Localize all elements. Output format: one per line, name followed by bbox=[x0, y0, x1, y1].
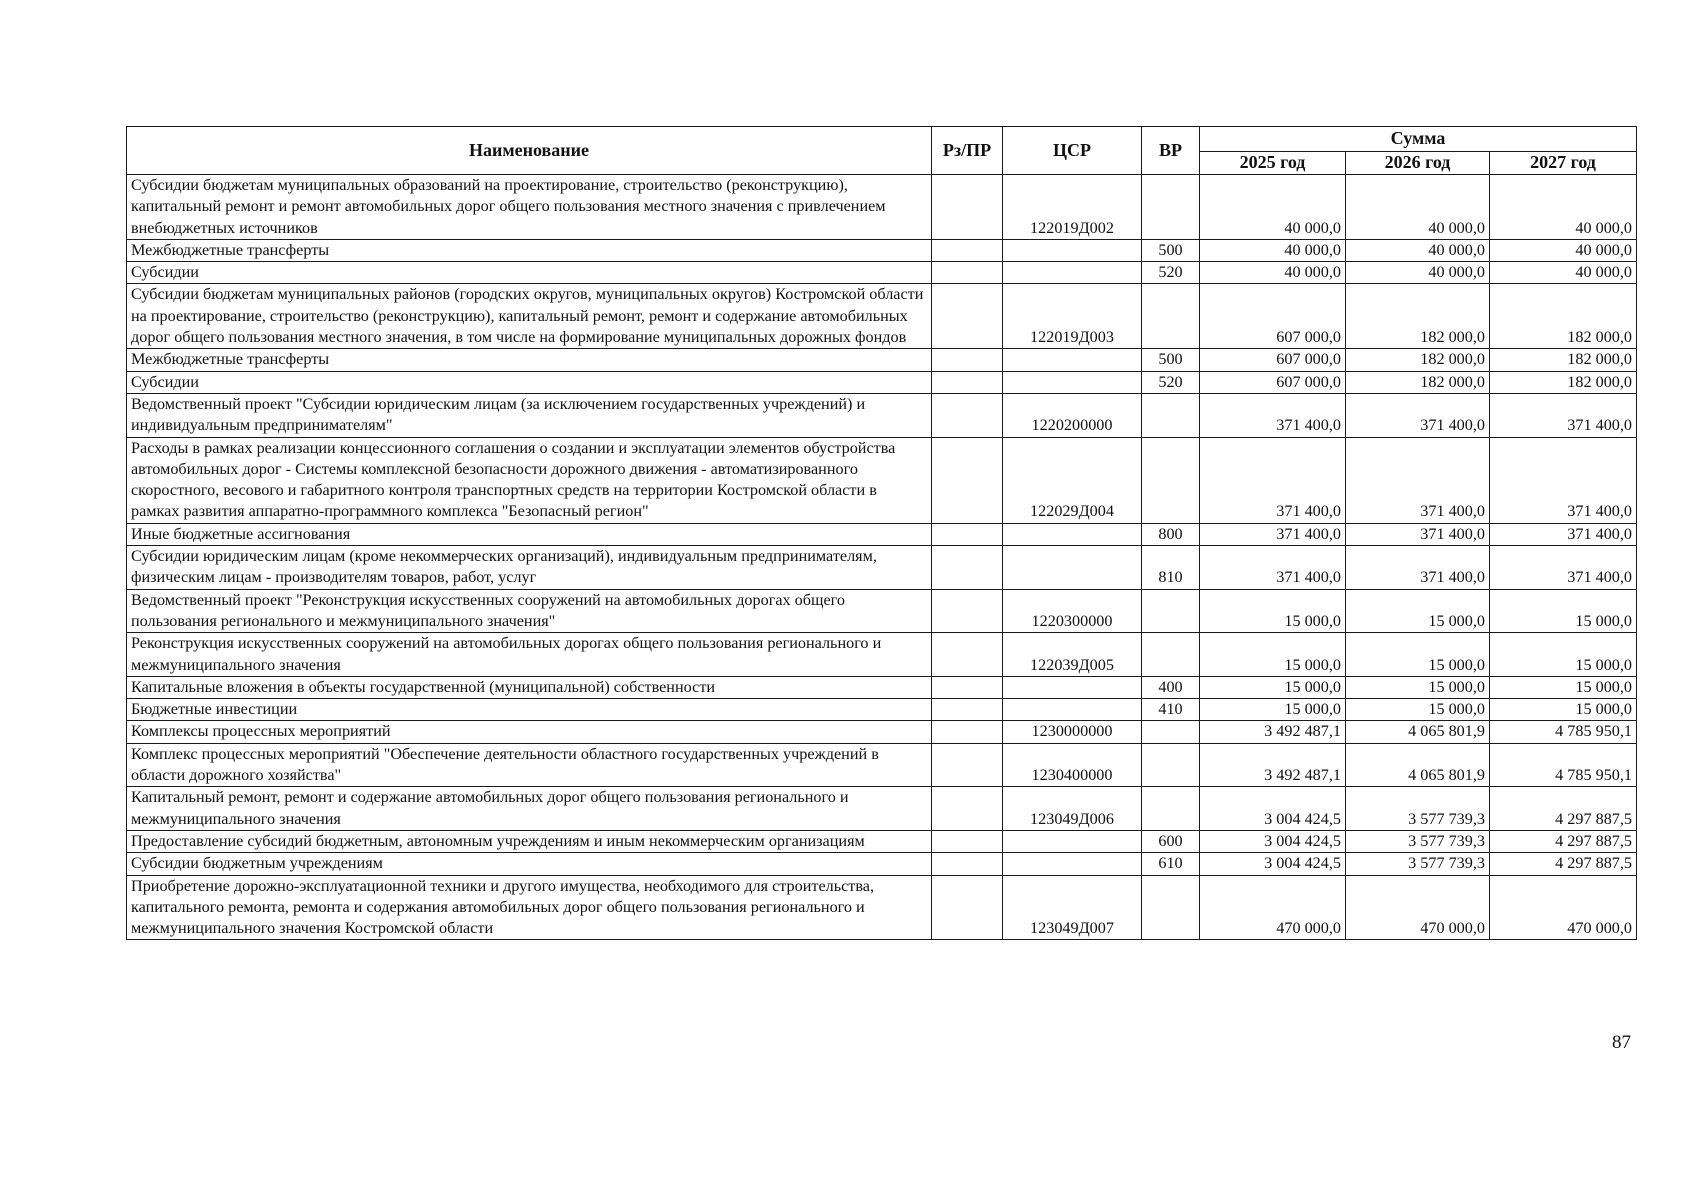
cell-vr: 810 bbox=[1142, 546, 1200, 590]
cell-2025: 40 000,0 bbox=[1200, 239, 1346, 261]
cell-rzpr bbox=[932, 393, 1003, 437]
table-row bbox=[127, 393, 1637, 437]
cell-2026: 182 000,0 bbox=[1346, 371, 1490, 393]
cell-csr bbox=[1003, 349, 1142, 371]
header-2025: 2025 год bbox=[1200, 152, 1346, 175]
cell-name: Комплекс процессных мероприятий "Обеспечение деятельности областного государственных учреждений в области дорожного хозяйства" bbox=[127, 743, 932, 787]
cell-2025: 371 400,0 bbox=[1200, 546, 1346, 590]
cell-2026: 182 000,0 bbox=[1346, 284, 1490, 349]
cell-2026: 182 000,0 bbox=[1346, 349, 1490, 371]
cell-name: Расходы в рамках реализации концессионного соглашения о создании и эксплуатации элементов обустройства автомобильных дорог - Системы комплексной безопасности дорожного движения - автоматизированного скоростного, весового и габаритного контроля транспортных средств на территории Костромской области в рамках развития аппаратно-программного комплекса "Безопасный регион" bbox=[127, 437, 932, 523]
header-csr: ЦСР bbox=[1003, 127, 1142, 175]
table-row bbox=[127, 676, 1637, 698]
cell-2026: 15 000,0 bbox=[1346, 676, 1490, 698]
cell-rzpr bbox=[932, 676, 1003, 698]
cell-name: Субсидии bbox=[127, 262, 932, 284]
cell-2026: 40 000,0 bbox=[1346, 175, 1490, 240]
cell-2027: 4 785 950,1 bbox=[1490, 721, 1637, 743]
header-rzpr: Рз/ПР bbox=[932, 127, 1003, 175]
cell-name: Капитальный ремонт, ремонт и содержание автомобильных дорог общего пользования регионального и межмуниципального значения bbox=[127, 787, 932, 831]
cell-rzpr bbox=[932, 830, 1003, 852]
cell-csr bbox=[1003, 546, 1142, 590]
cell-2027: 182 000,0 bbox=[1490, 349, 1637, 371]
cell-name: Предоставление субсидий бюджетным, автономным учреждениям и иным некоммерческим организациям bbox=[127, 830, 932, 852]
table-row bbox=[127, 589, 1637, 633]
cell-2027: 371 400,0 bbox=[1490, 393, 1637, 437]
header-vr: ВР bbox=[1142, 127, 1200, 175]
cell-2026: 470 000,0 bbox=[1346, 875, 1490, 940]
cell-rzpr bbox=[932, 349, 1003, 371]
cell-name: Субсидии бюджетам муниципальных образований на проектирование, строительство (реконструкцию), капитальный ремонт и ремонт автомобильных дорог общего пользования местного значения с привлечением внебюджетных источников bbox=[127, 175, 932, 240]
cell-csr: 1220300000 bbox=[1003, 589, 1142, 633]
cell-rzpr bbox=[932, 371, 1003, 393]
cell-csr: 1230000000 bbox=[1003, 721, 1142, 743]
table-row bbox=[127, 175, 1637, 240]
cell-rzpr bbox=[932, 239, 1003, 261]
cell-vr: 500 bbox=[1142, 349, 1200, 371]
cell-2027: 182 000,0 bbox=[1490, 284, 1637, 349]
cell-vr: 520 bbox=[1142, 262, 1200, 284]
cell-vr: 800 bbox=[1142, 523, 1200, 545]
header-2026: 2026 год bbox=[1346, 152, 1490, 175]
cell-rzpr bbox=[932, 699, 1003, 721]
table-header bbox=[127, 127, 1637, 175]
cell-2025: 3 004 424,5 bbox=[1200, 853, 1346, 875]
cell-2026: 3 577 739,3 bbox=[1346, 830, 1490, 852]
table-row bbox=[127, 239, 1637, 261]
table-row bbox=[127, 349, 1637, 371]
cell-csr: 1230400000 bbox=[1003, 743, 1142, 787]
cell-csr bbox=[1003, 853, 1142, 875]
cell-2025: 40 000,0 bbox=[1200, 262, 1346, 284]
cell-2027: 40 000,0 bbox=[1490, 175, 1637, 240]
cell-csr bbox=[1003, 371, 1142, 393]
cell-2027: 371 400,0 bbox=[1490, 437, 1637, 523]
cell-2027: 40 000,0 bbox=[1490, 262, 1637, 284]
cell-vr bbox=[1142, 393, 1200, 437]
cell-vr bbox=[1142, 437, 1200, 523]
cell-2026: 15 000,0 bbox=[1346, 633, 1490, 677]
header-name: Наименование bbox=[127, 127, 932, 175]
table-row bbox=[127, 523, 1637, 545]
cell-name: Ведомственный проект "Реконструкция искусственных сооружений на автомобильных дорогах общего пользования регионального и межмуниципального значения" bbox=[127, 589, 932, 633]
cell-2026: 371 400,0 bbox=[1346, 437, 1490, 523]
cell-rzpr bbox=[932, 875, 1003, 940]
cell-2026: 371 400,0 bbox=[1346, 523, 1490, 545]
table-row bbox=[127, 875, 1637, 940]
table-body bbox=[127, 175, 1637, 940]
cell-2026: 3 577 739,3 bbox=[1346, 787, 1490, 831]
cell-csr: 122019Д003 bbox=[1003, 284, 1142, 349]
cell-2025: 3 492 487,1 bbox=[1200, 743, 1346, 787]
cell-2027: 470 000,0 bbox=[1490, 875, 1637, 940]
cell-2025: 3 004 424,5 bbox=[1200, 787, 1346, 831]
cell-rzpr bbox=[932, 721, 1003, 743]
header-sum: Сумма bbox=[1200, 127, 1637, 152]
table-row bbox=[127, 437, 1637, 523]
cell-csr: 122029Д004 bbox=[1003, 437, 1142, 523]
cell-2025: 371 400,0 bbox=[1200, 437, 1346, 523]
cell-vr bbox=[1142, 589, 1200, 633]
cell-2026: 371 400,0 bbox=[1346, 546, 1490, 590]
cell-rzpr bbox=[932, 743, 1003, 787]
cell-2027: 40 000,0 bbox=[1490, 239, 1637, 261]
cell-2027: 182 000,0 bbox=[1490, 371, 1637, 393]
cell-name: Субсидии bbox=[127, 371, 932, 393]
cell-2027: 371 400,0 bbox=[1490, 523, 1637, 545]
cell-2026: 371 400,0 bbox=[1346, 393, 1490, 437]
cell-2026: 15 000,0 bbox=[1346, 699, 1490, 721]
cell-name: Межбюджетные трансферты bbox=[127, 349, 932, 371]
cell-rzpr bbox=[932, 589, 1003, 633]
cell-csr bbox=[1003, 523, 1142, 545]
cell-2027: 15 000,0 bbox=[1490, 676, 1637, 698]
cell-2027: 15 000,0 bbox=[1490, 589, 1637, 633]
cell-rzpr bbox=[932, 633, 1003, 677]
cell-vr: 400 bbox=[1142, 676, 1200, 698]
cell-vr bbox=[1142, 743, 1200, 787]
cell-2025: 40 000,0 bbox=[1200, 175, 1346, 240]
cell-2025: 470 000,0 bbox=[1200, 875, 1346, 940]
cell-csr bbox=[1003, 699, 1142, 721]
cell-2025: 371 400,0 bbox=[1200, 523, 1346, 545]
cell-vr: 610 bbox=[1142, 853, 1200, 875]
cell-csr: 123049Д006 bbox=[1003, 787, 1142, 831]
cell-2025: 607 000,0 bbox=[1200, 371, 1346, 393]
table-row bbox=[127, 284, 1637, 349]
cell-name: Субсидии бюджетам муниципальных районов (городских округов, муниципальных округов) Костромской области на проектирование, строительство (реконструкцию), капитальный ремонт, ремонт и содержание автомобильных дорог общего пользования местного значения, в том числе на формирование муниципальных дорожных фондов bbox=[127, 284, 932, 349]
cell-rzpr bbox=[932, 787, 1003, 831]
cell-vr: 410 bbox=[1142, 699, 1200, 721]
cell-2025: 607 000,0 bbox=[1200, 349, 1346, 371]
cell-vr bbox=[1142, 787, 1200, 831]
page-number: 87 bbox=[1612, 1032, 1631, 1053]
cell-2026: 4 065 801,9 bbox=[1346, 721, 1490, 743]
cell-csr: 122039Д005 bbox=[1003, 633, 1142, 677]
cell-vr: 600 bbox=[1142, 830, 1200, 852]
cell-csr: 122019Д002 bbox=[1003, 175, 1142, 240]
cell-name: Ведомственный проект "Субсидии юридическим лицам (за исключением государственных учреждений) и индивидуальным предпринимателям" bbox=[127, 393, 932, 437]
cell-name: Комплексы процессных мероприятий bbox=[127, 721, 932, 743]
cell-vr bbox=[1142, 175, 1200, 240]
cell-name: Бюджетные инвестиции bbox=[127, 699, 932, 721]
cell-2026: 15 000,0 bbox=[1346, 589, 1490, 633]
cell-2026: 3 577 739,3 bbox=[1346, 853, 1490, 875]
cell-name: Субсидии юридическим лицам (кроме некоммерческих организаций), индивидуальным предпринимателям, физическим лицам - производителям товаров, работ, услуг bbox=[127, 546, 932, 590]
cell-rzpr bbox=[932, 437, 1003, 523]
cell-2027: 4 297 887,5 bbox=[1490, 853, 1637, 875]
table-row bbox=[127, 721, 1637, 743]
cell-vr bbox=[1142, 721, 1200, 743]
cell-2027: 15 000,0 bbox=[1490, 633, 1637, 677]
cell-vr bbox=[1142, 875, 1200, 940]
cell-csr bbox=[1003, 262, 1142, 284]
cell-2026: 40 000,0 bbox=[1346, 239, 1490, 261]
cell-name: Межбюджетные трансферты bbox=[127, 239, 932, 261]
cell-csr bbox=[1003, 830, 1142, 852]
budget-table bbox=[126, 126, 1637, 940]
cell-rzpr bbox=[932, 523, 1003, 545]
cell-2025: 15 000,0 bbox=[1200, 676, 1346, 698]
table-row bbox=[127, 262, 1637, 284]
table-row bbox=[127, 699, 1637, 721]
cell-name: Субсидии бюджетным учреждениям bbox=[127, 853, 932, 875]
cell-vr: 520 bbox=[1142, 371, 1200, 393]
cell-csr bbox=[1003, 676, 1142, 698]
cell-name: Реконструкция искусственных сооружений на автомобильных дорогах общего пользования регионального и межмуниципального значения bbox=[127, 633, 932, 677]
table-row bbox=[127, 633, 1637, 677]
cell-csr: 123049Д007 bbox=[1003, 875, 1142, 940]
cell-2025: 15 000,0 bbox=[1200, 589, 1346, 633]
cell-2025: 3 492 487,1 bbox=[1200, 721, 1346, 743]
table-row bbox=[127, 830, 1637, 852]
table-row bbox=[127, 371, 1637, 393]
table-row bbox=[127, 853, 1637, 875]
cell-2025: 15 000,0 bbox=[1200, 633, 1346, 677]
cell-2027: 15 000,0 bbox=[1490, 699, 1637, 721]
cell-2027: 371 400,0 bbox=[1490, 546, 1637, 590]
cell-name: Приобретение дорожно-эксплуатационной техники и другого имущества, необходимого для строительства, капитального ремонта, ремонта и содержания автомобильных дорог общего пользования регионального и межмуниципального значения Костромской области bbox=[127, 875, 932, 940]
cell-2026: 40 000,0 bbox=[1346, 262, 1490, 284]
cell-vr bbox=[1142, 284, 1200, 349]
cell-rzpr bbox=[932, 262, 1003, 284]
cell-rzpr bbox=[932, 284, 1003, 349]
cell-2027: 4 785 950,1 bbox=[1490, 743, 1637, 787]
cell-csr bbox=[1003, 239, 1142, 261]
cell-vr: 500 bbox=[1142, 239, 1200, 261]
cell-name: Капитальные вложения в объекты государственной (муниципальной) собственности bbox=[127, 676, 932, 698]
cell-2027: 4 297 887,5 bbox=[1490, 787, 1637, 831]
table-row bbox=[127, 743, 1637, 787]
cell-2026: 4 065 801,9 bbox=[1346, 743, 1490, 787]
cell-2025: 607 000,0 bbox=[1200, 284, 1346, 349]
cell-2025: 15 000,0 bbox=[1200, 699, 1346, 721]
cell-csr: 1220200000 bbox=[1003, 393, 1142, 437]
cell-2025: 3 004 424,5 bbox=[1200, 830, 1346, 852]
cell-name: Иные бюджетные ассигнования bbox=[127, 523, 932, 545]
table-row bbox=[127, 546, 1637, 590]
header-2027: 2027 год bbox=[1490, 152, 1637, 175]
cell-2025: 371 400,0 bbox=[1200, 393, 1346, 437]
cell-vr bbox=[1142, 633, 1200, 677]
table-row bbox=[127, 787, 1637, 831]
cell-rzpr bbox=[932, 853, 1003, 875]
cell-2027: 4 297 887,5 bbox=[1490, 830, 1637, 852]
cell-rzpr bbox=[932, 546, 1003, 590]
cell-rzpr bbox=[932, 175, 1003, 240]
